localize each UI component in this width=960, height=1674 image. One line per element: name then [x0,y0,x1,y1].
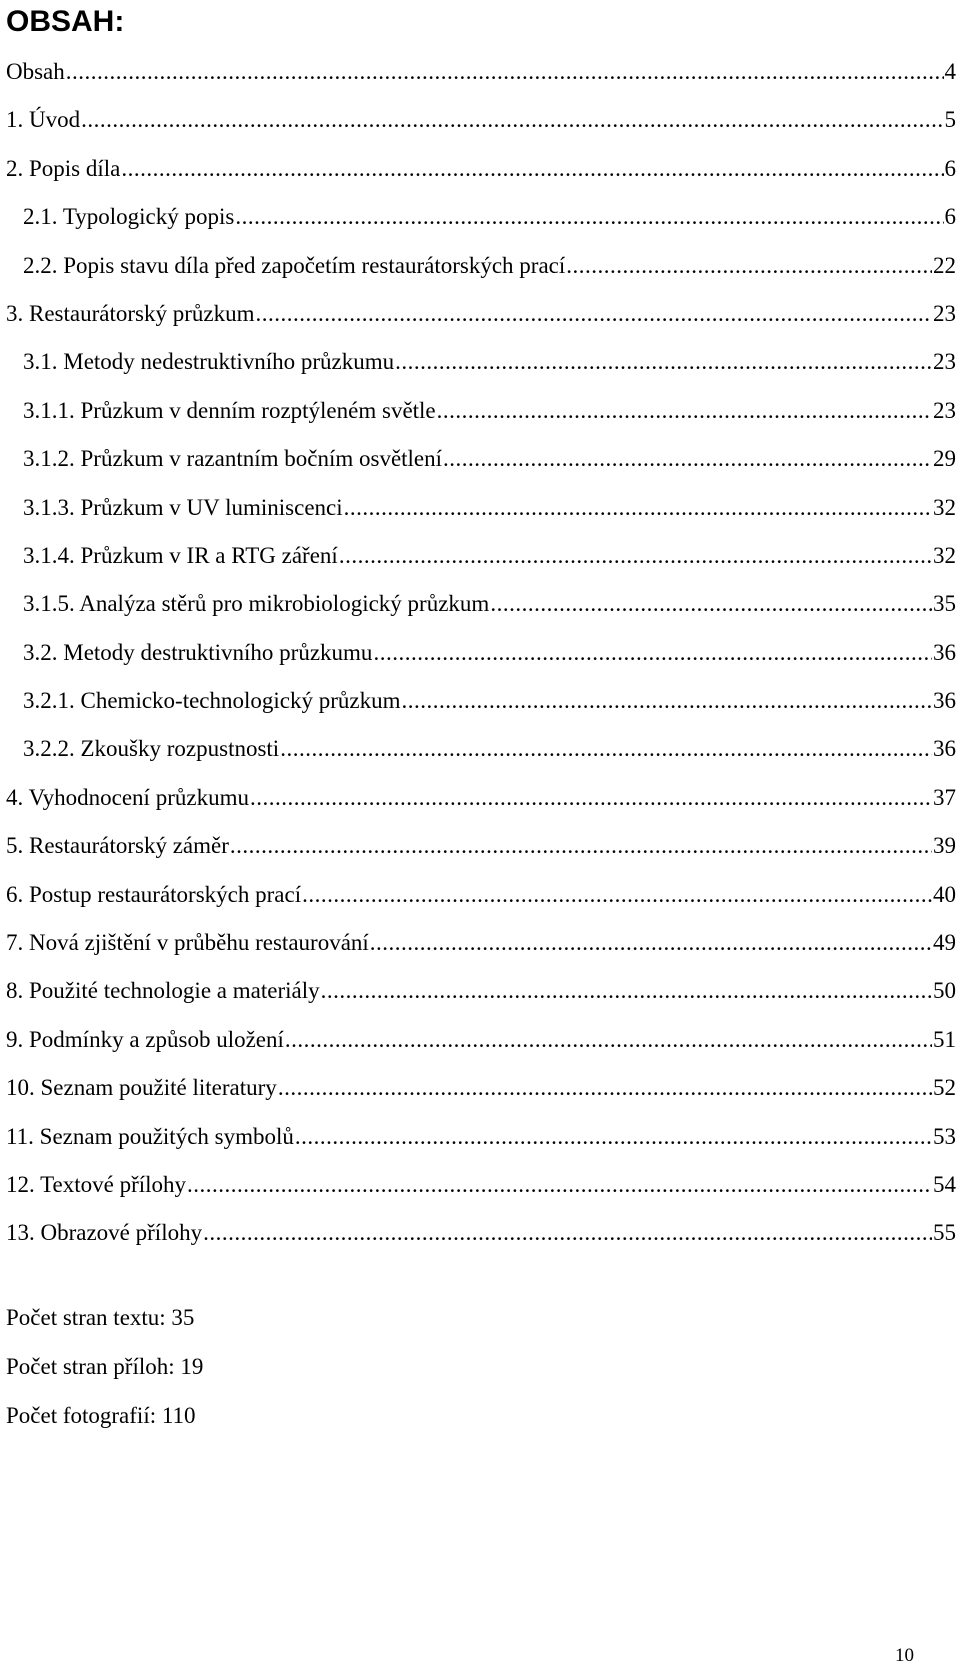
toc-entry-page: 29 [933,446,956,472]
toc-entry-page: 35 [933,591,956,617]
toc-entry[interactable] [6,435,956,483]
toc-entry[interactable] [6,871,956,919]
toc-entry[interactable] [6,1161,956,1209]
stat-text-pages: Počet stran textu: 35 [6,1305,195,1330]
toc-entry-label: 3. Restaurátorský průzkum [6,300,255,326]
toc-entry-page: 52 [933,1075,956,1101]
toc-entry[interactable] [6,290,956,338]
toc-leader-dots [121,145,943,193]
toc-entry-label: 2.1. Typologický popis [23,204,235,230]
toc-entry-page: 23 [933,397,956,423]
stat-appendix-pages: Počet stran příloh: 19 [6,1354,204,1379]
toc-entry[interactable] [6,242,956,290]
toc-entry-label: 7. Nová zjištění v průběhu restaurování [6,930,369,956]
toc-leader-dots [278,1064,932,1112]
toc-leader-dots [66,48,944,96]
toc-entry-page: 39 [933,833,956,859]
toc-leader-dots [339,532,932,580]
toc-entry-label: 2.2. Popis stavu díla před započetím restaurátorských prací [23,252,566,278]
toc-entry-label: 12. Textové přílohy [6,1171,187,1197]
toc-entry-page: 6 [944,155,956,181]
toc-entry-label: 3.1.3. Průzkum v UV luminiscenci [23,494,343,520]
toc-entry[interactable] [6,338,956,386]
toc-entry-label: 5. Restaurátorský záměr [6,833,229,859]
toc-entry-label: 3.1. Metody nedestruktivního průzkumu [23,349,395,375]
toc-entry-label: 9. Podmínky a způsob uložení [6,1026,284,1052]
toc-entry-page: 6 [944,204,956,230]
toc-leader-dots [443,435,932,483]
toc-entry-label: 3.2.1. Chemicko-technologický průzkum [23,688,401,714]
page-number: 10 [895,1645,914,1666]
toc-entry-label: 11. Seznam použitých symbolů [6,1123,294,1149]
toc-entry[interactable] [6,484,956,532]
toc-entry-label: Obsah [6,59,65,84]
toc-entry-label: 3.1.1. Průzkum v denním rozptýleném světle [23,397,436,423]
toc-entry[interactable] [6,774,956,822]
table-of-contents [6,48,956,1258]
toc-entry[interactable] [6,193,956,241]
toc-entry-page: 36 [933,736,956,762]
toc-entry[interactable] [6,1209,956,1257]
toc-entry[interactable] [6,822,956,870]
toc-leader-dots [295,1113,932,1161]
toc-entry-page: 22 [933,252,956,278]
toc-entry[interactable] [6,580,956,628]
toc-entry[interactable] [6,145,956,193]
toc-leader-dots [395,338,932,386]
toc-entry-page: 36 [933,688,956,714]
toc-entry-page: 49 [933,930,956,956]
toc-leader-dots [566,242,932,290]
toc-entry-page: 51 [933,1026,956,1052]
toc-entry[interactable] [6,1016,956,1064]
toc-entry-page: 32 [933,494,956,520]
toc-entry-page: 50 [933,978,956,1004]
toc-entry[interactable] [6,96,956,144]
toc-leader-dots [302,871,932,919]
toc-leader-dots [203,1209,932,1257]
toc-leader-dots [285,1016,932,1064]
toc-leader-dots [321,967,932,1015]
toc-entry[interactable] [6,48,956,96]
toc-entry[interactable] [6,387,956,435]
toc-entry-page: 36 [933,639,956,665]
toc-entry-label: 4. Vyhodnocení průzkumu [6,784,249,810]
toc-leader-dots [373,629,932,677]
toc-entry-label: 10. Seznam použité literatury [6,1075,277,1101]
toc-leader-dots [187,1161,932,1209]
toc-entry-label: 3.1.5. Analýza stěrů pro mikrobiologický průzkum [23,591,490,617]
toc-entry-label: 6. Postup restaurátorských prací [6,881,302,907]
toc-entry-label: 2. Popis díla [6,155,121,181]
toc-entry-page: 4 [944,59,956,84]
toc-entry[interactable] [6,725,956,773]
toc-entry-label: 3.2. Metody destruktivního průzkumu [23,639,373,665]
toc-entry-label: 3.1.2. Průzkum v razantním bočním osvětlení [23,446,443,472]
toc-entry-label: 13. Obrazové přílohy [6,1220,203,1246]
toc-leader-dots [370,919,932,967]
toc-leader-dots [81,96,943,144]
toc-leader-dots [250,774,932,822]
toc-leader-dots [280,725,932,773]
toc-entry-page: 5 [944,107,956,133]
document-statistics [6,1293,203,1440]
toc-entry-label: 8. Použité technologie a materiály [6,978,320,1004]
toc-leader-dots [437,387,932,435]
toc-entry[interactable] [6,677,956,725]
toc-entry-label: 3.1.4. Průzkum v IR a RTG záření [23,542,338,568]
toc-leader-dots [255,290,932,338]
toc-entry-label: 3.2.2. Zkoušky rozpustnosti [23,736,280,762]
toc-entry-page: 40 [933,881,956,907]
toc-leader-dots [490,580,932,628]
toc-entry-label: 1. Úvod [6,107,81,133]
toc-entry-page: 23 [933,349,956,375]
toc-entry-page: 55 [933,1220,956,1246]
toc-entry-page: 32 [933,542,956,568]
toc-leader-dots [230,822,932,870]
toc-leader-dots [344,484,932,532]
toc-entry-page: 53 [933,1123,956,1149]
toc-entry-page: 54 [933,1171,956,1197]
toc-entry[interactable] [6,967,956,1015]
toc-entry[interactable] [6,1113,956,1161]
toc-entry-page: 37 [933,784,956,810]
stat-photo-count: Počet fotografií: 110 [6,1403,196,1428]
toc-entry[interactable] [6,629,956,677]
toc-entry[interactable] [6,532,956,580]
toc-entry-page: 23 [933,300,956,326]
toc-entry[interactable] [6,919,956,967]
toc-leader-dots [402,677,932,725]
toc-leader-dots [235,193,943,241]
toc-entry[interactable] [6,1064,956,1112]
page-title: OBSAH: [6,5,125,38]
